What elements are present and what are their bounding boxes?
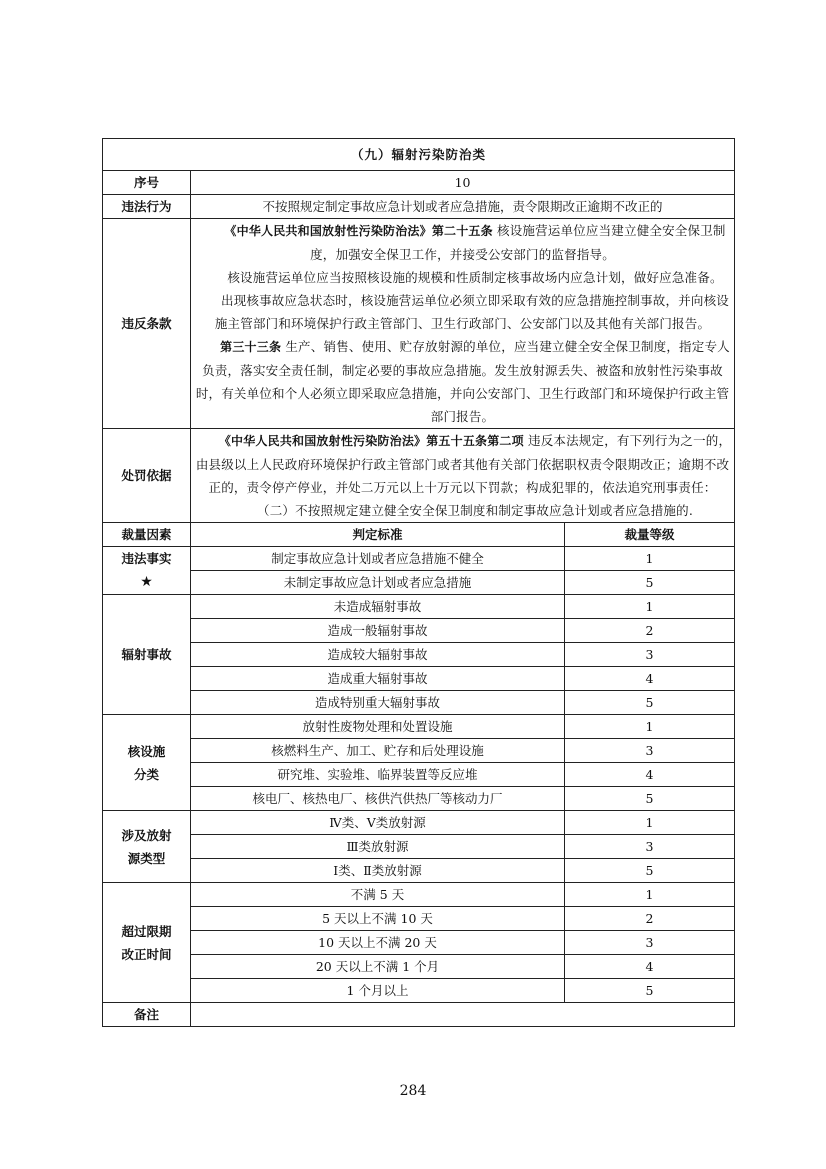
penalty-text <box>191 429 735 523</box>
factor-nuclear-facility-label-1: 核设施 <box>127 743 166 759</box>
provision-label: 违反条款 <box>103 219 191 429</box>
level-cell: 5 <box>565 571 735 595</box>
header-factor: 裁量因素 <box>103 523 191 547</box>
level-cell: 2 <box>565 907 735 931</box>
header-level: 裁量等级 <box>565 523 735 547</box>
level-cell: 1 <box>565 715 735 739</box>
factor-source-type-label-2: 源类型 <box>127 850 166 866</box>
level-cell: 3 <box>565 739 735 763</box>
level-cell: 5 <box>565 787 735 811</box>
factor-illegal-fact <box>103 547 191 595</box>
provision-p4: 生产、销售、使用、贮存放射源的单位，应当建立健全安全保卫制度，指定专人负责，落实安全责任制，制定必要的事故应急措施。发生放射源丢失、被盗和放射性污染事故时，有关单位和个人必须立即采取应急措施，并向公安部门、卫生行政部门和环境保护行政主管部门报告。 <box>195 339 730 424</box>
level-cell: 1 <box>565 595 735 619</box>
provision-text <box>191 219 735 429</box>
level-cell: 3 <box>565 643 735 667</box>
provision-p2: 核设施营运单位应当按照核设施的规模和性质制定核事故场内应急计划，做好应急准备。 <box>227 270 723 285</box>
criteria-cell: 研究堆、实验堆、临界装置等反应堆 <box>191 763 565 787</box>
provision-p1: 核设施营运单位应当建立健全安全保卫制度，加强安全保卫工作，并接受公安部门的监督指导。 <box>310 223 726 262</box>
seq-label: 序号 <box>103 171 191 195</box>
penalty-p2: （二）不按照规定建立健全安全保卫制度和制定事故应急计划或者应急措施的. <box>257 503 693 518</box>
level-cell: 4 <box>565 955 735 979</box>
level-cell: 5 <box>565 691 735 715</box>
level-cell: 5 <box>565 859 735 883</box>
penalty-label: 处罚依据 <box>103 429 191 523</box>
factor-source-type <box>103 811 191 883</box>
factor-overdue-time <box>103 883 191 1003</box>
criteria-cell: 造成一般辐射事故 <box>191 619 565 643</box>
criteria-cell: 制定事故应急计划或者应急措施不健全 <box>191 547 565 571</box>
provision-law-title: 《中华人民共和国放射性污染防治法》第二十五条 <box>224 224 493 238</box>
criteria-cell: 核电厂、核热电厂、核供汽供热厂等核动力厂 <box>191 787 565 811</box>
criteria-cell: 10 天以上不满 20 天 <box>191 931 565 955</box>
seq-value: 10 <box>191 171 735 195</box>
criteria-cell: 5 天以上不满 10 天 <box>191 907 565 931</box>
level-cell: 2 <box>565 619 735 643</box>
level-cell: 1 <box>565 883 735 907</box>
table-title: （九）辐射污染防治类 <box>103 139 735 171</box>
factor-nuclear-facility <box>103 715 191 811</box>
violation-label: 违法行为 <box>103 195 191 219</box>
penalty-law-title: 《中华人民共和国放射性污染防治法》第五十五条第二项 <box>218 434 524 448</box>
level-cell: 5 <box>565 979 735 1003</box>
discretion-table <box>102 138 735 1027</box>
level-cell: 1 <box>565 811 735 835</box>
penalty-p1: 违反本法规定，有下列行为之一的，由县级以上人民政府环境保护行政主管部门或者其他有关部门依据职权责令限期改正；逾期不改正的，责令停产停业，并处二万元以上十万元以下罚款；构成犯罪的，依法追究刑事责任： <box>195 433 732 495</box>
criteria-cell: 造成较大辐射事故 <box>191 643 565 667</box>
violation-value: 不按照规定制定事故应急计划或者应急措施，责令限期改正逾期不改正的 <box>191 195 735 219</box>
provision-p3: 出现核事故应急状态时，核设施营运单位必须立即采取有效的应急措施控制事故，并向核设施主管部门和环境保护行政主管部门、卫生行政部门、公安部门以及其他有关部门报告。 <box>214 293 730 331</box>
factor-radiation-accident: 辐射事故 <box>103 595 191 715</box>
page-number: 284 <box>399 1083 427 1099</box>
criteria-cell: 1 个月以上 <box>191 979 565 1003</box>
criteria-cell: 放射性废物处理和处置设施 <box>191 715 565 739</box>
criteria-cell: 20 天以上不满 1 个月 <box>191 955 565 979</box>
criteria-cell: Ⅳ类、Ⅴ类放射源 <box>191 811 565 835</box>
level-cell: 3 <box>565 835 735 859</box>
remarks-label: 备注 <box>103 1003 191 1027</box>
level-cell: 1 <box>565 547 735 571</box>
factor-overdue-time-label-1: 超过限期 <box>121 923 172 939</box>
factor-illegal-fact-label: 违法事实 <box>121 551 172 566</box>
factor-source-type-label-1: 涉及放射 <box>121 827 172 843</box>
criteria-cell: 核燃料生产、加工、贮存和后处理设施 <box>191 739 565 763</box>
star-icon: ★ <box>140 574 153 590</box>
factor-overdue-time-label-2: 改正时间 <box>121 946 172 962</box>
criteria-cell: 未造成辐射事故 <box>191 595 565 619</box>
level-cell: 3 <box>565 931 735 955</box>
criteria-cell: 未制定事故应急计划或者应急措施 <box>191 571 565 595</box>
header-criteria: 判定标准 <box>191 523 565 547</box>
criteria-cell: Ⅲ类放射源 <box>191 835 565 859</box>
remarks-value <box>191 1003 735 1027</box>
criteria-cell: 造成特别重大辐射事故 <box>191 691 565 715</box>
factor-nuclear-facility-label-2: 分类 <box>133 766 159 782</box>
level-cell: 4 <box>565 667 735 691</box>
criteria-cell: Ⅰ类、Ⅱ类放射源 <box>191 859 565 883</box>
provision-article-33: 第三十三条 <box>220 340 282 354</box>
criteria-cell: 造成重大辐射事故 <box>191 667 565 691</box>
level-cell: 4 <box>565 763 735 787</box>
criteria-cell: 不满 5 天 <box>191 883 565 907</box>
